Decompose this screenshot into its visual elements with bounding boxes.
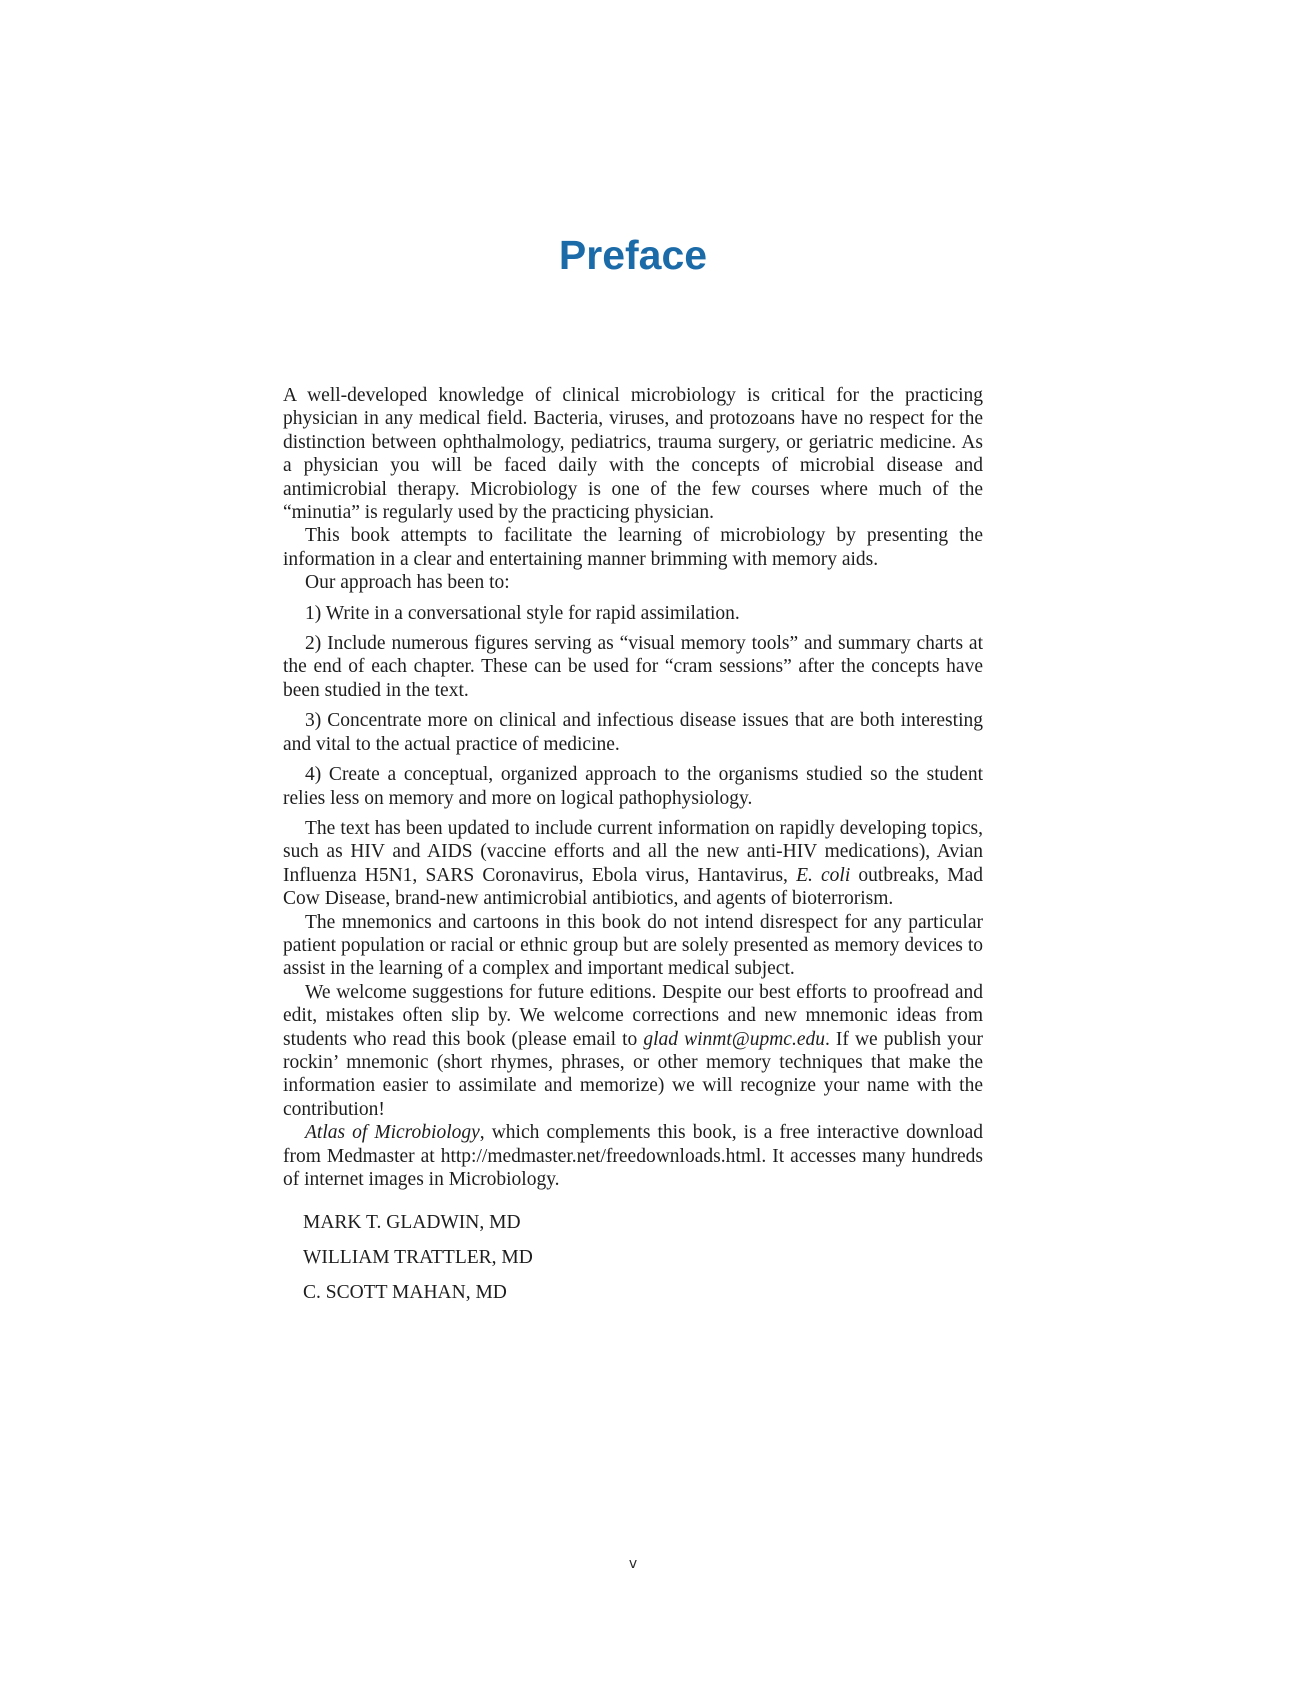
paragraph-mnemonics-disclaimer: The mnemonics and cartoons in this book do not intend disrespect for any particular patient population or racial or ethnic group but are solely presented as memory devices to assist in the learning of a complex and important medical subject. — [283, 911, 983, 980]
paragraph-updated-topics-text-end: outbreaks, Mad Cow Disease, brand-new antimicrobial antibiotics, and agents of bioterrorism. — [283, 864, 983, 910]
page-title: Preface — [558, 232, 708, 278]
author-line: C. SCOTT MAHAN, MD — [303, 1282, 507, 1304]
list-item-3: 3) Concentrate more on clinical and infectious disease issues that are both interesting and vital to the actual practice of medicine. — [283, 710, 983, 755]
paragraph-updated-topics — [283, 817, 983, 911]
paragraph-approach: Our approach has been to: — [305, 572, 510, 594]
author-line: MARK T. GLADWIN, MD — [303, 1212, 521, 1234]
list-item-1: 1) Write in a conversational style for rapid assimilation. — [305, 602, 740, 624]
list-item-4: 4) Create a conceptual, organized approach to the organisms studied so the student relies less on memory and more on logical pathophysiology. — [283, 764, 983, 809]
paragraph-welcome-text-end: . If we publish your rockin’ mnemonic (short rhymes, phrases, or other memory techniques that make the information easier to assimilate and memorize) we will recognize your name with the contribution! — [283, 1028, 983, 1120]
author-list — [283, 1205, 983, 1310]
author-line: WILLIAM TRATTLER, MD — [303, 1247, 533, 1269]
list-item-2: 2) Include numerous figures serving as “visual memory tools” and summary charts at the end of each chapter. These can be used for “cram sessions” after the concepts have been studied in the text. — [283, 633, 983, 701]
atlas-title-italic: Atlas of Microbiology — [305, 1122, 480, 1144]
paragraph-updated-topics-text: The text has been updated to include current information on rapidly developing topics, such as HIV and AIDS (vaccine efforts and all the new anti-HIV medications), Avian Influenza H5N1, SARS Coronavirus, Ebola virus, Hantavirus, — [283, 817, 983, 886]
e-coli-italic: E. coli — [796, 864, 851, 886]
paragraph-book-attempts: This book attempts to facilitate the learning of microbiology by presenting the information in a clear and entertaining manner brimming with memory aids. — [283, 525, 983, 570]
paragraph-welcome-suggestions — [283, 981, 983, 1121]
page-number: v — [628, 1556, 638, 1572]
paragraph-intro: A well-developed knowledge of clinical microbiology is critical for the practicing physician in any medical field. Bacteria, viruses, and protozoans have no respect for the distinction between ophthalmology, pediatrics, trauma surgery, or geriatric medicine. As a physician you will be faced daily with the concepts of microbial disease and antimicrobial therapy. Microbiology is one of the few courses where much of the “minutia” is regularly used by the practicing physician. — [283, 385, 983, 524]
contact-email: glad winmt@upmc.edu — [643, 1028, 825, 1050]
paragraph-atlas-text: , which complements this book, is a free interactive download from Medmaster at http://medmaster.net/freedownloads.html. It accesses many hundreds of internet images in Microbiology. — [283, 1122, 983, 1190]
paragraph-welcome-text: We welcome suggestions for future editions. Despite our best efforts to proofread and edit, mistakes often slip by. We welcome corrections and new mnemonic ideas from students who read this book (please email to — [283, 981, 983, 1050]
preface-text-block — [283, 384, 983, 1310]
paragraph-atlas — [283, 1121, 983, 1191]
